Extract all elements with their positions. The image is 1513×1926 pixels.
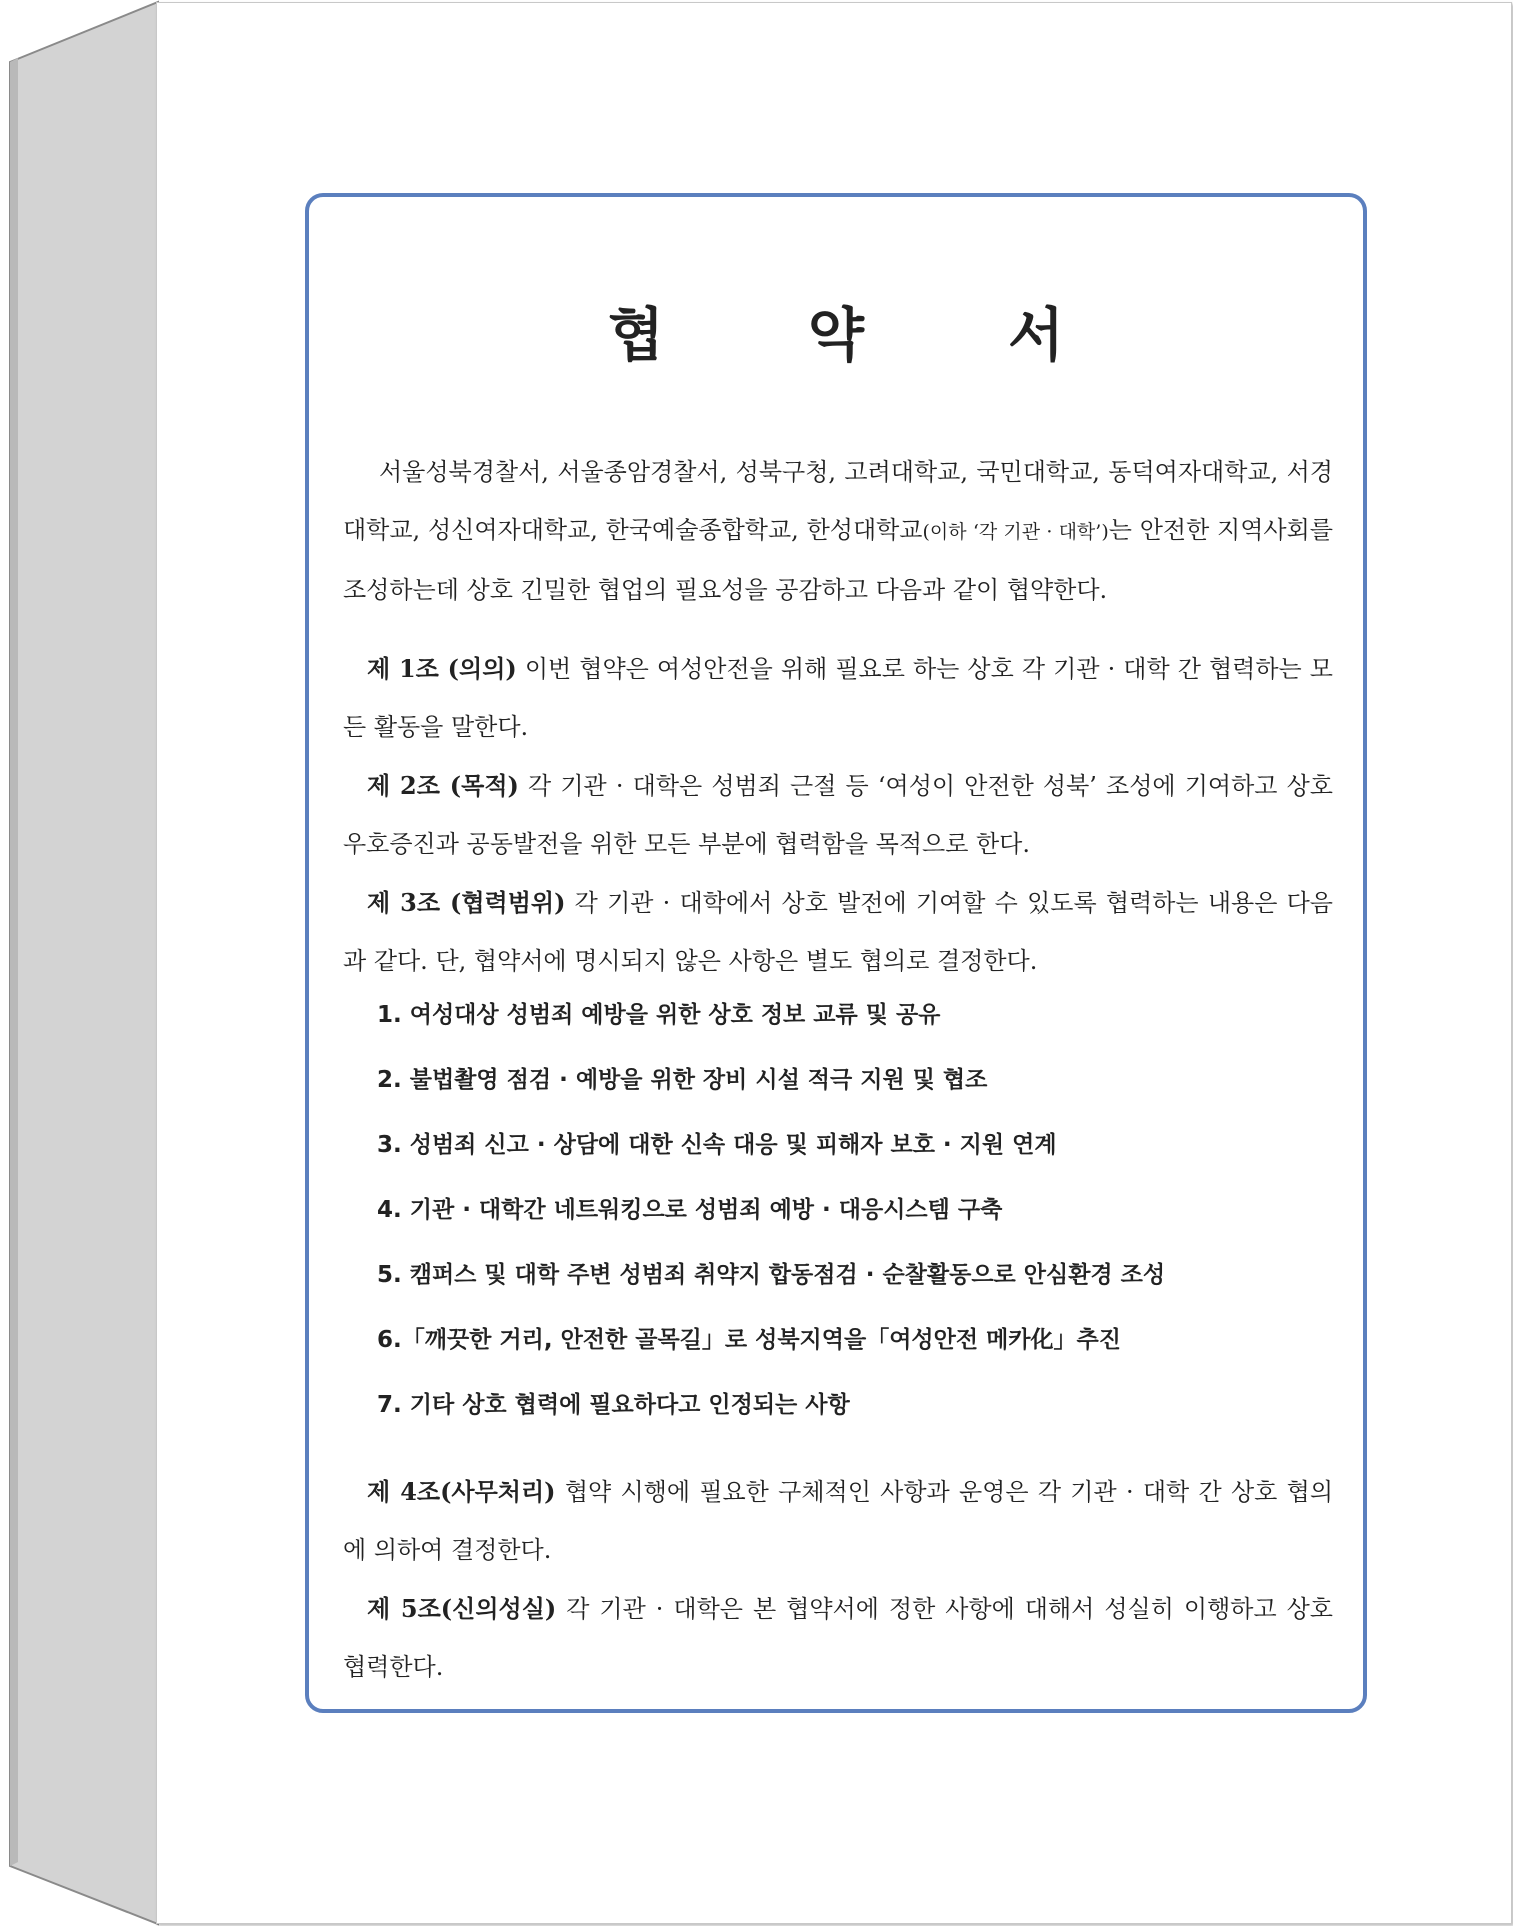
article-3-text: 각 기관 · 대학에서 상호 발전에 기여할 수 있도록 협력하는 내용은 다음과 같다. 단, 협약서에 명시되지 않은 사항은 별도 협의로 결정한다.	[343, 889, 1333, 975]
intro-text-after-note: 는 안전한 지역사회를 조성하는데 상호 긴밀한 협업의 필요성을 공감하고 다음과 같이 협약한다.	[343, 516, 1333, 604]
intro-note: (이하 ‘각 기관 · 대학’)	[922, 521, 1109, 543]
book-spine	[0, 0, 170, 1926]
article-1	[343, 640, 1333, 756]
article-3-heading: 제 3조 (협력범위)	[367, 888, 566, 917]
document-page	[156, 2, 1512, 1924]
title-char-1: 협	[607, 301, 664, 369]
article-2-text: 각 기관 · 대학은 성범죄 근절 등 ‘여성이 안전한 성북’ 조성에 기여하고 상호 우호증진과 공동발전을 위한 모든 부분에 협력함을 목적으로 한다.	[343, 772, 1333, 858]
article-1-text: 이번 협약은 여성안전을 위해 필요로 하는 상호 각 기관 · 대학 간 협력하는 모든 활동을 말한다.	[343, 655, 1333, 741]
article-4	[343, 1463, 1333, 1579]
document-title	[305, 288, 1367, 372]
scope-item-1: 1. 여성대상 성범죄 예방을 위한 상호 정보 교류 및 공유	[377, 1002, 941, 1028]
title-char-2: 약	[807, 301, 865, 369]
title-char-3: 서	[1008, 301, 1065, 369]
scope-item-2: 2. 불법촬영 점검 · 예방을 위한 장비 시설 적극 지원 및 협조	[377, 1067, 988, 1093]
scope-list	[377, 983, 1337, 1438]
article-4-heading: 제 4조(사무처리)	[367, 1477, 556, 1506]
intro-paragraph	[343, 443, 1333, 619]
scope-item-7: 7. 기타 상호 협력에 필요하다고 인정되는 사항	[377, 1392, 850, 1418]
article-4-text: 협약 시행에 필요한 구체적인 사항과 운영은 각 기관 · 대학 간 상호 협의에 의하여 결정한다.	[343, 1478, 1334, 1564]
article-5-heading: 제 5조(신의성실)	[367, 1594, 557, 1623]
scope-item-6: 6.「깨끗한 거리, 안전한 골목길」로 성북지역을「여성안전 메카化」추진	[377, 1327, 1121, 1353]
article-3	[343, 874, 1333, 990]
article-5	[343, 1580, 1333, 1696]
article-1-heading: 제 1조 (의의)	[367, 654, 517, 683]
article-2	[343, 757, 1333, 873]
article-5-text: 각 기관 · 대학은 본 협약서에 정한 사항에 대해서 성실히 이행하고 상호 협력한다.	[343, 1595, 1333, 1681]
intro-text-before-note: 서울성북경찰서, 서울종암경찰서, 성북구청, 고려대학교, 국민대학교, 동덕여자대학교, 서경대학교, 성신여자대학교, 한국예술종합학교, 한성대학교	[343, 458, 1333, 544]
scope-item-4: 4. 기관 · 대학간 네트워킹으로 성범죄 예방 · 대응시스템 구축	[377, 1197, 1003, 1223]
scope-item-5: 5. 캠퍼스 및 대학 주변 성범죄 취약지 합동점검 · 순찰활동으로 안심환경 조성	[377, 1262, 1166, 1288]
scope-item-3: 3. 성범죄 신고 · 상담에 대한 신속 대응 및 피해자 보호 · 지원 연계	[377, 1132, 1057, 1158]
article-2-heading: 제 2조 (목적)	[367, 771, 519, 800]
